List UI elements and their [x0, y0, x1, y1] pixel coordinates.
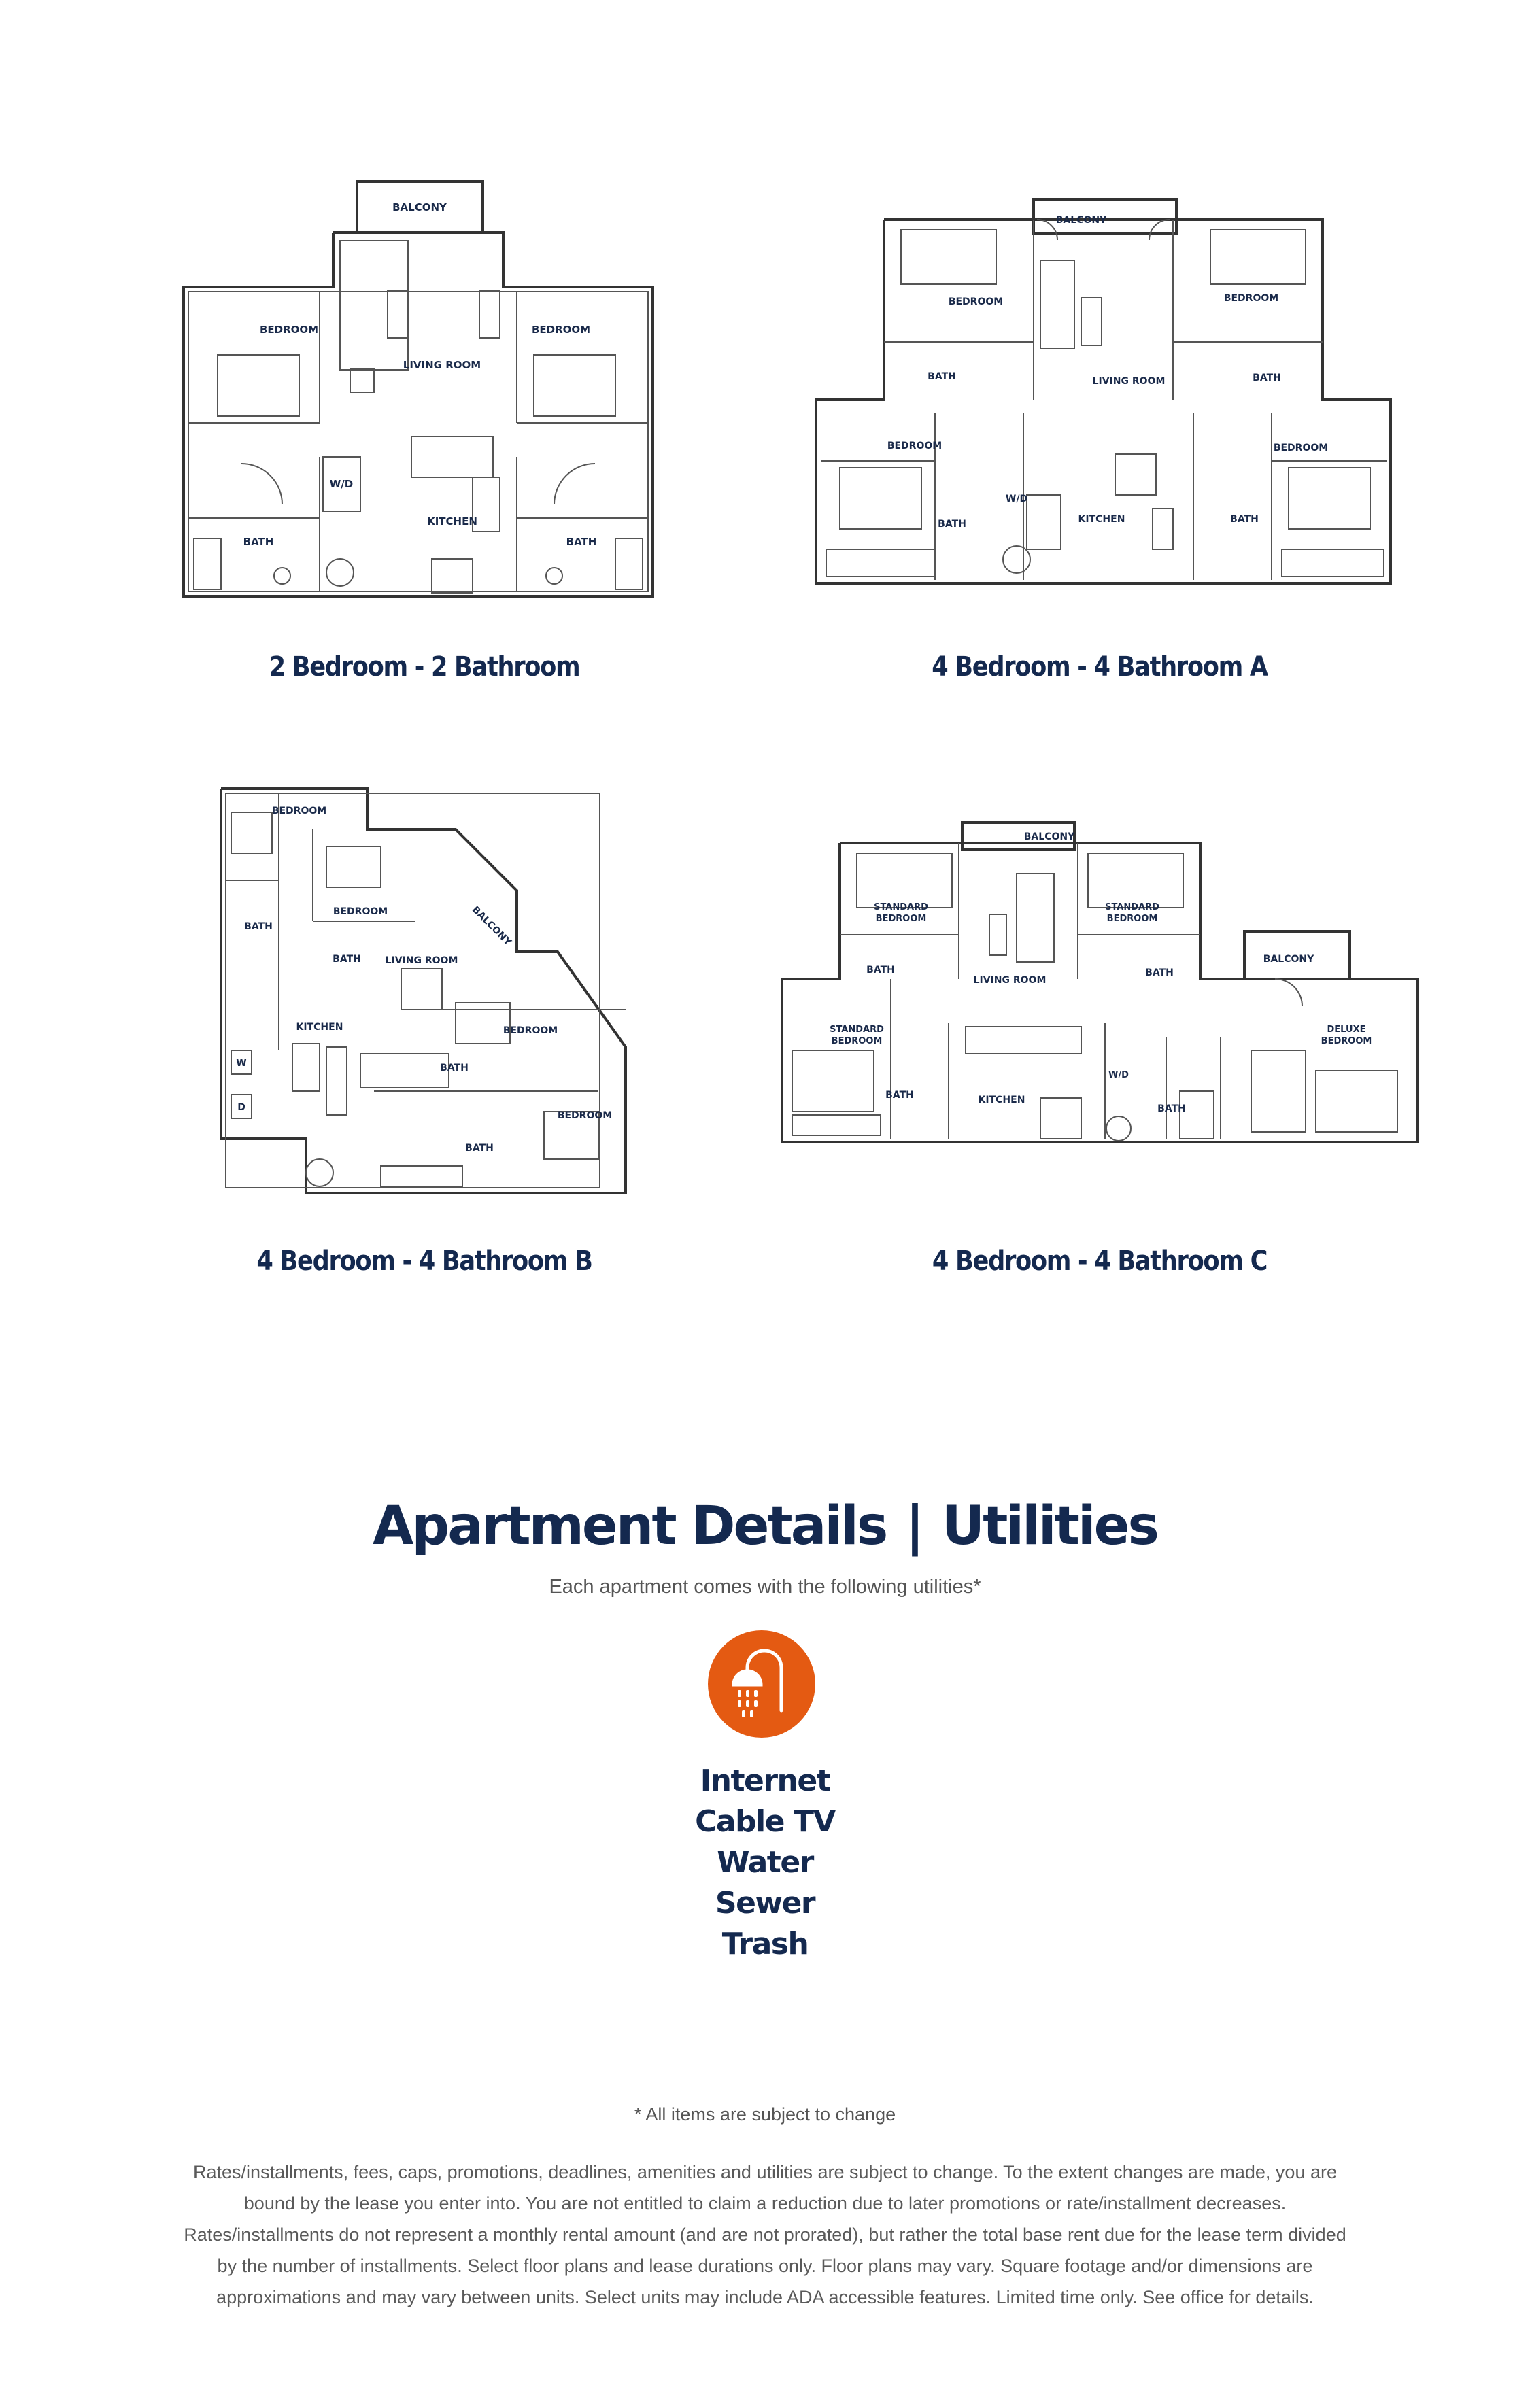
- change-note: * All items are subject to change: [634, 2104, 896, 2125]
- floor-plan-4bed-4bath-c-drawing: [779, 819, 1421, 1146]
- room-label-kitchen: KITCHEN: [1078, 514, 1125, 525]
- room-label-bath: BATH: [566, 536, 597, 548]
- floor-plan-4bed-4bath-a[interactable]: [813, 196, 1394, 587]
- room-label-bath: BATH: [1157, 1103, 1186, 1114]
- room-label-bedroom: BEDROOM: [259, 324, 319, 336]
- section-title: [0, 1496, 1530, 1557]
- room-label-living-room: LIVING ROOM: [973, 975, 1047, 986]
- floor-plan-4bed-4bath-b[interactable]: [218, 785, 629, 1200]
- room-label-bath: BATH: [465, 1143, 494, 1154]
- room-label-bedroom: BEDROOM: [1273, 443, 1329, 453]
- floor-plan-2bed-2bath-drawing: [180, 178, 656, 600]
- room-label-kitchen: KITCHEN: [296, 1022, 343, 1033]
- room-label-bath: BATH: [1145, 967, 1174, 978]
- floor-plan-title[interactable]: 2 Bedroom - 2 Bathroom: [269, 651, 580, 683]
- utility-item: Cable TV: [695, 1804, 835, 1839]
- room-label-bath: BATH: [885, 1090, 914, 1101]
- shower-icon: [708, 1630, 815, 1738]
- floor-plan-title[interactable]: 4 Bedroom - 4 Bathroom A: [932, 651, 1268, 683]
- room-label-bath: BATH: [440, 1063, 469, 1073]
- room-label-living-room: LIVING ROOM: [403, 359, 481, 371]
- utility-item: Internet: [700, 1764, 830, 1798]
- section-title-separator: |: [905, 1496, 923, 1557]
- room-label-bath: BATH: [244, 921, 273, 932]
- utility-item: Water: [717, 1845, 813, 1880]
- room-label-wd: W/D: [1108, 1070, 1129, 1080]
- room-label-bath: BATH: [938, 519, 966, 530]
- room-label-wd: W/D: [329, 478, 354, 490]
- room-label-balcony: BALCONY: [469, 904, 513, 948]
- room-label-bath: BATH: [1253, 373, 1281, 383]
- room-label-living-room: LIVING ROOM: [385, 955, 458, 966]
- section-title-utilities: Utilities: [941, 1496, 1157, 1557]
- utility-item: Trash: [721, 1927, 809, 1961]
- room-label-balcony: BALCONY: [1263, 954, 1314, 965]
- floor-plan-4bed-4bath-c[interactable]: [779, 819, 1421, 1146]
- room-label-living-room: LIVING ROOM: [1092, 376, 1166, 387]
- room-label-bedroom: BEDROOM: [948, 296, 1004, 307]
- room-label-bath: BATH: [866, 965, 895, 976]
- room-label-bedroom: BEDROOM: [531, 324, 591, 336]
- room-label-kitchen: KITCHEN: [427, 515, 477, 528]
- room-label-deluxe-bedroom: DELUXE: [1327, 1025, 1366, 1035]
- room-label-standard-bedroom: STANDARD: [830, 1025, 884, 1035]
- floor-plan-title[interactable]: 4 Bedroom - 4 Bathroom B: [256, 1245, 592, 1277]
- room-label-bath: BATH: [1230, 514, 1259, 525]
- room-label-balcony: BALCONY: [392, 201, 447, 213]
- room-label-washer: W: [236, 1058, 247, 1069]
- room-label-bath: BATH: [243, 536, 274, 548]
- room-label-dryer: D: [237, 1102, 245, 1113]
- section-title-details: Apartment Details: [373, 1496, 887, 1557]
- room-label-balcony: BALCONY: [1055, 215, 1107, 226]
- floor-plan-4bed-4bath-a-drawing: [813, 196, 1394, 587]
- room-label-wd: W/D: [1005, 494, 1028, 504]
- room-label-kitchen: KITCHEN: [978, 1095, 1025, 1105]
- room-label-standard-bedroom: BEDROOM: [1106, 914, 1158, 924]
- room-label-standard-bedroom: BEDROOM: [875, 914, 927, 924]
- room-label-balcony: BALCONY: [1023, 831, 1075, 842]
- room-label-standard-bedroom: BEDROOM: [831, 1036, 883, 1046]
- utilities-subtitle: Each apartment comes with the following utilities*: [549, 1576, 981, 1598]
- room-label-bedroom: BEDROOM: [503, 1025, 558, 1036]
- room-label-bath: BATH: [333, 954, 361, 965]
- utilities-list: [0, 1761, 1530, 1965]
- floor-plan-4bed-4bath-b-drawing: [218, 785, 629, 1200]
- utility-item: Sewer: [715, 1886, 815, 1921]
- room-label-bedroom: BEDROOM: [887, 441, 942, 451]
- room-label-bedroom: BEDROOM: [271, 806, 327, 816]
- room-label-deluxe-bedroom: BEDROOM: [1321, 1036, 1372, 1046]
- room-label-standard-bedroom: STANDARD: [1105, 902, 1159, 912]
- floor-plan-2bed-2bath[interactable]: [180, 178, 656, 600]
- room-label-bedroom: BEDROOM: [333, 906, 388, 917]
- floor-plan-title[interactable]: 4 Bedroom - 4 Bathroom C: [932, 1245, 1268, 1277]
- room-label-bath: BATH: [928, 371, 956, 382]
- room-label-standard-bedroom: STANDARD: [874, 902, 928, 912]
- room-label-bedroom: BEDROOM: [1223, 293, 1279, 304]
- room-label-bedroom: BEDROOM: [557, 1110, 613, 1121]
- legal-disclaimer: Rates/installments, fees, caps, promotions, deadlines, amenities and utilities are subject to change. To the extent changes are made, you are bound by the lease you enter into. You are not entitled to claim a reduction due to later promotions or rate/installment decreases. Rates/installments do not represent a monthly rental amount (and are not prorated), but rather the total base rent due for the lease term divided by the number of installments. Select floor plans and lease durations only. Floor plans may vary. Square footage and/or dimensions are approximations and may vary between units. Select units may include ADA accessible features. Limited time only. See office for details.: [184, 2162, 1346, 2307]
